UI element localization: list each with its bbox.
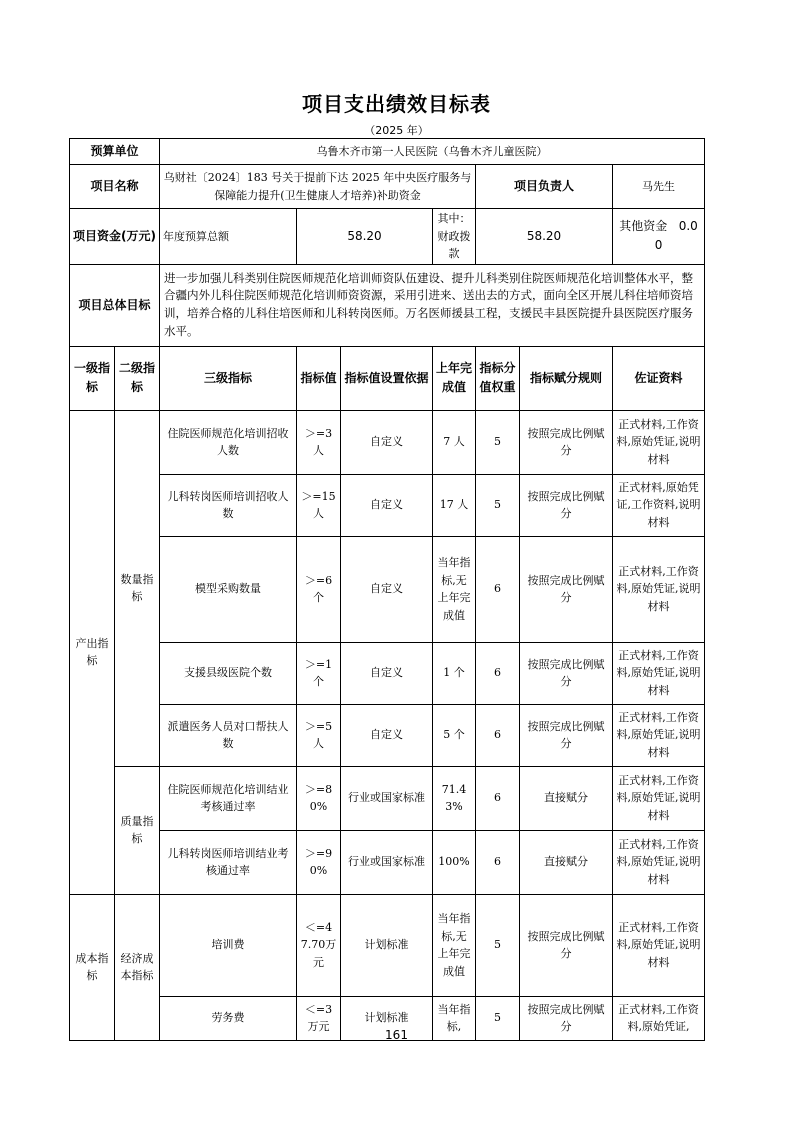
indicator-basis: 自定义 <box>341 642 433 704</box>
indicator-value: ＞=15人 <box>297 474 341 536</box>
indicator-prev: 7 人 <box>433 410 476 474</box>
group-econ-cost: 经济成本指标 <box>115 894 160 1040</box>
indicator-prev: 17 人 <box>433 474 476 536</box>
other-funds <box>613 209 705 265</box>
indicator-basis: 自定义 <box>341 704 433 766</box>
page-number: 161 <box>385 1028 408 1042</box>
group-cost: 成本指标 <box>70 894 115 1040</box>
indicator-prev: 当年指标,无上年完成值 <box>433 536 476 642</box>
group-quality: 质量指标 <box>115 766 160 894</box>
goal-label: 项目总体目标 <box>70 264 160 346</box>
indicator-evidence: 正式材料,工作资料,原始凭证,说明材料 <box>613 894 705 996</box>
indicator-value: ＞=90% <box>297 830 341 894</box>
fiscal-label: 其中：财政拨款 <box>433 209 476 265</box>
table-row <box>70 474 705 536</box>
indicator-value: ＞=80% <box>297 766 341 830</box>
funds-row <box>70 209 705 265</box>
indicator-evidence: 正式材料,原始凭证,工作资料,说明材料 <box>613 474 705 536</box>
indicator-basis: 自定义 <box>341 536 433 642</box>
indicator-value: ＜=3万元 <box>297 996 341 1040</box>
table-row <box>70 704 705 766</box>
indicator-weight: 5 <box>476 894 520 996</box>
annual-value: 58.20 <box>297 209 433 265</box>
indicator-evidence: 正式材料,工作资料,原始凭证,说明材料 <box>613 704 705 766</box>
indicator-evidence: 正式材料,工作资料,原始凭证,说明材料 <box>613 830 705 894</box>
indicator-evidence: 正式材料,工作资料,原始凭证,说明材料 <box>613 766 705 830</box>
table-row <box>70 830 705 894</box>
table-row <box>70 642 705 704</box>
indicator-prev: 当年指标, <box>433 996 476 1040</box>
indicator-weight: 6 <box>476 830 520 894</box>
leader-label: 项目负责人 <box>476 165 613 209</box>
table-row <box>70 410 705 474</box>
indicator-basis: 自定义 <box>341 474 433 536</box>
indicator-rule: 直接赋分 <box>520 766 613 830</box>
indicator-prev: 5 个 <box>433 704 476 766</box>
unit-row <box>70 139 705 165</box>
project-name-label: 项目名称 <box>70 165 160 209</box>
annual-label: 年度预算总额 <box>160 209 297 265</box>
indicator-basis: 计划标准 <box>341 996 433 1040</box>
indicator-name: 派遣医务人员对口帮扶人数 <box>160 704 297 766</box>
indicator-weight: 6 <box>476 766 520 830</box>
fiscal-value: 58.20 <box>476 209 613 265</box>
indicator-rule: 按照完成比例赋分 <box>520 536 613 642</box>
indicator-value: ＜=47.70万元 <box>297 894 341 996</box>
unit-value: 乌鲁木齐市第一人民医院（乌鲁木齐儿童医院） <box>160 139 705 165</box>
indicator-name: 模型采购数量 <box>160 536 297 642</box>
indicator-basis: 自定义 <box>341 410 433 474</box>
indicator-weight: 6 <box>476 704 520 766</box>
performance-table <box>69 138 705 1041</box>
col-level3: 三级指标 <box>160 346 297 410</box>
col-prev: 上年完成值 <box>433 346 476 410</box>
col-evidence: 佐证资料 <box>613 346 705 410</box>
indicator-weight: 5 <box>476 410 520 474</box>
table-row <box>70 766 705 830</box>
col-weight: 指标分值权重 <box>476 346 520 410</box>
indicator-weight: 5 <box>476 474 520 536</box>
indicator-rule: 按照完成比例赋分 <box>520 474 613 536</box>
indicator-evidence: 正式材料,工作资料,原始凭证, <box>613 996 705 1040</box>
indicator-prev: 71.43% <box>433 766 476 830</box>
indicator-value: ＞=1个 <box>297 642 341 704</box>
col-value: 指标值 <box>297 346 341 410</box>
project-name-value: 乌财社〔2024〕183 号关于提前下达 2025 年中央医疗服务与保障能力提升(卫生健康人才培养)补助资金 <box>160 165 476 209</box>
col-basis: 指标值设置依据 <box>341 346 433 410</box>
indicator-value: ＞=3人 <box>297 410 341 474</box>
indicator-name: 培训费 <box>160 894 297 996</box>
indicator-name: 住院医师规范化培训结业考核通过率 <box>160 766 297 830</box>
indicator-rule: 按照完成比例赋分 <box>520 410 613 474</box>
indicator-prev: 100% <box>433 830 476 894</box>
indicator-name: 支援县级医院个数 <box>160 642 297 704</box>
indicator-rule: 按照完成比例赋分 <box>520 996 613 1040</box>
indicator-prev: 当年指标,无上年完成值 <box>433 894 476 996</box>
unit-label: 预算单位 <box>70 139 160 165</box>
indicator-rule: 按照完成比例赋分 <box>520 894 613 996</box>
indicator-value: ＞=5人 <box>297 704 341 766</box>
indicator-evidence: 正式材料,工作资料,原始凭证,说明材料 <box>613 642 705 704</box>
indicator-basis: 计划标准 <box>341 894 433 996</box>
leader-value: 马先生 <box>613 165 705 209</box>
table-row <box>70 894 705 996</box>
indicator-rule: 按照完成比例赋分 <box>520 704 613 766</box>
indicator-basis: 行业或国家标准 <box>341 830 433 894</box>
page-title: 项目支出绩效目标表 <box>302 92 491 116</box>
col-level1: 一级指标 <box>70 346 115 410</box>
indicator-name: 儿科转岗医师培训招收人数 <box>160 474 297 536</box>
indicator-name: 住院医师规范化培训招收人数 <box>160 410 297 474</box>
indicator-prev: 1 个 <box>433 642 476 704</box>
other-value: 0.00 <box>654 219 698 253</box>
indicator-weight: 6 <box>476 642 520 704</box>
col-level2: 二级指标 <box>115 346 160 410</box>
indicator-rule: 直接赋分 <box>520 830 613 894</box>
other-label: 其他资金 <box>619 219 668 234</box>
indicator-rule: 按照完成比例赋分 <box>520 642 613 704</box>
indicator-evidence: 正式材料,工作资料,原始凭证,说明材料 <box>613 410 705 474</box>
col-rule: 指标赋分规则 <box>520 346 613 410</box>
column-header-row <box>70 346 705 410</box>
goal-value: 进一步加强儿科类别住院医师规范化培训师资队伍建设、提升儿科类别住院医师规范化培训整体水平，整合疆内外儿科住院医师规范化培训师资资源，采用引进来、送出去的方式，面向全区开展儿科住培师资培训，培养合格的儿科住培医师和儿科转岗医师。万名医师援县工程，支援民丰县医院提升县医院医疗服务水平。 <box>160 264 705 346</box>
table-row <box>70 536 705 642</box>
indicator-value: ＞=6个 <box>297 536 341 642</box>
group-output: 产出指标 <box>70 410 115 894</box>
indicator-evidence: 正式材料,工作资料,原始凭证,说明材料 <box>613 536 705 642</box>
indicator-weight: 6 <box>476 536 520 642</box>
project-name-row <box>70 165 705 209</box>
indicator-name: 劳务费 <box>160 996 297 1040</box>
group-quantity: 数量指标 <box>115 410 160 766</box>
indicator-name: 儿科转岗医师培训结业考核通过率 <box>160 830 297 894</box>
indicator-basis: 行业或国家标准 <box>341 766 433 830</box>
goal-row <box>70 264 705 346</box>
year-label: （2025 年） <box>364 124 429 137</box>
funds-label: 项目资金(万元) <box>70 209 160 265</box>
indicator-weight: 5 <box>476 996 520 1040</box>
